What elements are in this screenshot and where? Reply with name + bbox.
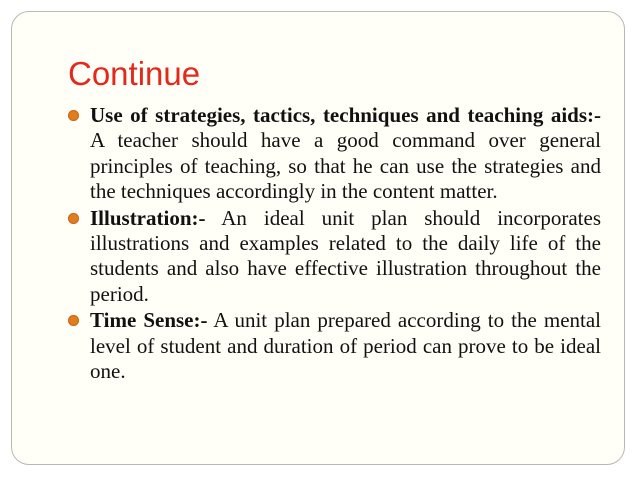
bullet-heading: Use of strategies, tactics, techniques and teaching aids:-	[90, 103, 601, 127]
bullet-item-illustration	[68, 206, 601, 308]
bullet-item-time-sense	[68, 308, 601, 384]
bullet-heading: Illustration:-	[90, 205, 206, 230]
bullet-circle-icon	[68, 213, 79, 224]
bullet-circle-icon	[68, 110, 79, 121]
bullet-text: A teacher should have a good command over general principles of teaching, so that he can use the strategies and the techniques accordingly in the content matter.	[90, 128, 601, 204]
bullet-heading: Time Sense:-	[90, 308, 208, 333]
slide-title: Continue	[68, 55, 201, 92]
bullet-list	[68, 103, 601, 385]
bullet-text: A unit plan prepared according to the mental level of student and duration of period can prove to be ideal one.	[90, 308, 602, 384]
bullet-item-strategies	[68, 103, 601, 205]
bullet-text: An ideal unit plan should incorporates illustrations and examples related to the daily life of the students and also have effective illustration throughout the period.	[90, 205, 601, 306]
bullet-circle-icon	[68, 315, 79, 326]
